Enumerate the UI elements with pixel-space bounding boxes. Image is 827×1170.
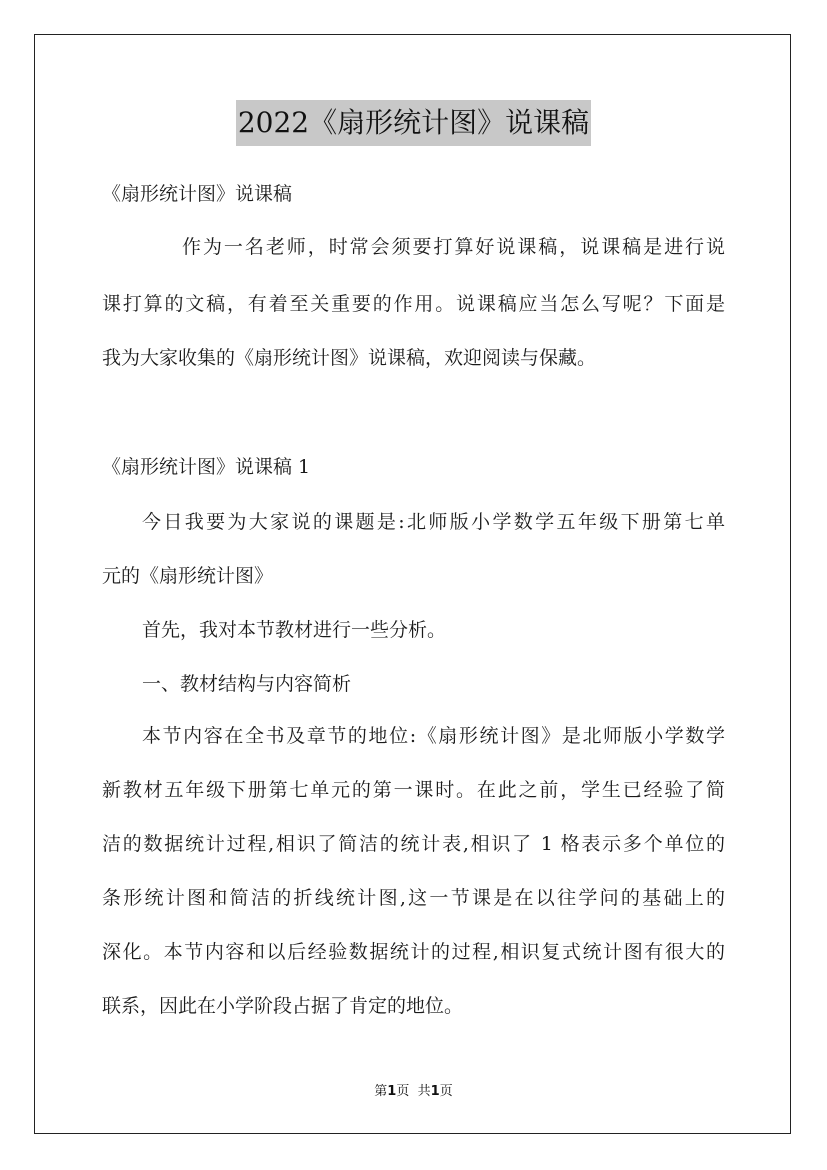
para3: 一、教材结构与内容简析 <box>142 673 352 695</box>
page-suffix: 页 <box>396 1084 410 1099</box>
para4-line-2: 新教材五年级下册第七单元的第一课时。在此之前，学生已经验了简 <box>102 779 725 801</box>
para4-line-1: 本节内容在全书及章节的地位:《扇形统计图》是北师版小学数学 <box>142 725 725 747</box>
para1-line-2: 元的《扇形统计图》 <box>102 565 274 587</box>
para4-line-4: 条形统计图和简洁的折线统计图,这一节课是在以往学问的基础上的 <box>102 887 725 909</box>
para4-line-6: 联系，因此在小学阶段占据了肯定的地位。 <box>102 995 464 1017</box>
page-footer <box>0 1084 827 1100</box>
total-suffix: 页 <box>439 1084 453 1099</box>
section-heading: 《扇形统计图》说课稿 1 <box>102 456 311 478</box>
para1-line-1: 今日我要为大家说的课题是:北师版小学数学五年级下册第七单 <box>142 511 725 533</box>
para4-line-5: 深化。本节内容和以后经验数据统计的过程,相识复式统计图有很大的 <box>102 941 725 963</box>
intro-line-2: 课打算的文稿，有着至关重要的作用。说课稿应当怎么写呢？下面是 <box>102 293 725 315</box>
page-prefix: 第 <box>374 1084 388 1099</box>
intro-line-1: 作为一名老师，时常会须要打算好说课稿，说课稿是进行说 <box>182 236 725 258</box>
intro-line-3: 我为大家收集的《扇形统计图》说课稿，欢迎阅读与保藏。 <box>102 347 597 369</box>
total-number: 1 <box>430 1084 440 1099</box>
para4-line-3: 洁的数据统计过程,相识了简洁的统计表,相识了 1 格表示多个单位的 <box>102 833 725 855</box>
document-subtitle: 《扇形统计图》说课稿 <box>102 183 293 205</box>
page-number: 1 <box>387 1084 397 1099</box>
para2: 首先，我对本节教材进行一些分析。 <box>142 619 447 641</box>
title-wrap <box>0 100 827 146</box>
document-title: 2022《扇形统计图》说课稿 <box>236 100 591 146</box>
total-prefix: 共 <box>417 1084 431 1099</box>
